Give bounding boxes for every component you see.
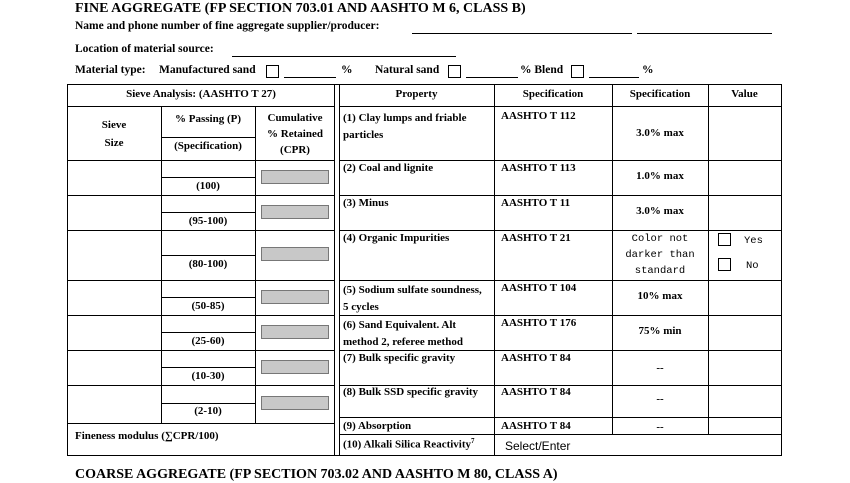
property-row: (9) Absorption: [343, 420, 412, 432]
test-method: AASHTO T 11: [501, 197, 571, 209]
cpr-field[interactable]: [261, 170, 329, 184]
yes-label: Yes: [744, 235, 763, 247]
property-row: (1) Clay lumps and friable particles: [343, 112, 467, 141]
sieve-spec: (2-10): [194, 405, 222, 417]
property-row: (7) Bulk specific gravity: [343, 352, 456, 364]
sieve-spec: (100): [196, 180, 220, 192]
spec-value: --: [656, 362, 664, 374]
sieve-analysis-heading: Sieve Analysis: (AASHTO T 27): [126, 88, 276, 100]
supplier-input[interactable]: [412, 33, 632, 34]
no-label: No: [746, 260, 759, 272]
sieve-spec: (10-30): [191, 370, 225, 382]
sieve-spec: (25-60): [191, 335, 225, 347]
next-section-title: COARSE AGGREGATE (FP SECTION 703.02 AND AASHTO M 80, CLASS A): [75, 467, 558, 482]
cpr-field[interactable]: [261, 396, 329, 410]
test-method: AASHTO T 176: [501, 317, 577, 329]
spec-value: 3.0% max: [636, 205, 684, 217]
alkali-silica-row: (10) Alkali Silica Reactivity$^7$: [343, 437, 475, 451]
test-method: AASHTO T 84: [501, 420, 571, 432]
manufactured-sand-checkbox[interactable]: [266, 65, 279, 78]
property-row: (4) Organic Impurities: [343, 232, 450, 244]
spec-value: 75% min: [638, 325, 682, 337]
page-title: FINE AGGREGATE (FP SECTION 703.01 AND AASHTO M 6, CLASS B): [75, 1, 526, 16]
location-input[interactable]: [232, 56, 456, 57]
natural-sand-checkbox[interactable]: [448, 65, 461, 78]
cpr-field[interactable]: [261, 325, 329, 339]
sieve-spec: (50-85): [191, 300, 225, 312]
material-type-label: Material type:: [75, 64, 146, 76]
test-method: AASHTO T 84: [501, 352, 571, 364]
natural-pct-input[interactable]: [466, 77, 518, 78]
cpr-field[interactable]: [261, 360, 329, 374]
blend-label: % Blend: [520, 64, 564, 76]
organic-spec: Color not darker than standard: [625, 233, 695, 277]
manufactured-pct-input[interactable]: [284, 77, 336, 78]
natural-sand-label: Natural sand: [375, 64, 440, 76]
specification-header-2: Specification: [629, 88, 691, 100]
manufactured-sand-label: Manufactured sand: [159, 64, 256, 76]
property-row: (6) Sand Equivalent. Alt method 2, referee method: [343, 319, 463, 348]
sieve-spec: (95-100): [188, 215, 228, 227]
sieve-spec: (80-100): [188, 258, 228, 270]
pct-symbol-2: %: [642, 64, 654, 76]
property-row: (3) Minus: [343, 197, 389, 209]
spec-value: 1.0% max: [636, 170, 684, 182]
spec-value: --: [656, 393, 664, 405]
spec-value: 10% max: [637, 290, 683, 302]
property-row: (2) Coal and lignite: [343, 162, 434, 174]
specification-header-1: Specification: [522, 88, 584, 100]
cpr-header: Cumulative % Retained (CPR): [267, 112, 323, 156]
cpr-field[interactable]: [261, 247, 329, 261]
cpr-field[interactable]: [261, 290, 329, 304]
supplier-label: Name and phone number of fine aggregate supplier/producer:: [75, 20, 380, 32]
specification-header: (Specification): [174, 140, 242, 152]
test-method: AASHTO T 112: [501, 110, 576, 122]
test-method: AASHTO T 21: [501, 232, 571, 244]
property-row: (5) Sodium sulfate soundness, 5 cycles: [343, 284, 482, 313]
fineness-modulus-label: Fineness modulus (∑CPR/100): [75, 430, 219, 442]
passing-header: % Passing (P): [175, 113, 241, 125]
alkali-select-dropdown[interactable]: Select/Enter: [505, 439, 571, 453]
property-header: Property: [395, 88, 438, 100]
supplier-phone-input[interactable]: [637, 33, 772, 34]
location-label: Location of material source:: [75, 43, 214, 55]
spec-value: 3.0% max: [636, 127, 684, 139]
sieve-size-header: Sieve Size: [101, 119, 127, 149]
cpr-field[interactable]: [261, 205, 329, 219]
value-header: Value: [731, 88, 758, 100]
blend-checkbox[interactable]: [571, 65, 584, 78]
test-method: AASHTO T 104: [501, 282, 577, 294]
test-method: AASHTO T 84: [501, 386, 571, 398]
test-method: AASHTO T 113: [501, 162, 576, 174]
yes-checkbox[interactable]: [718, 233, 731, 246]
blend-pct-input[interactable]: [589, 77, 639, 78]
pct-symbol: %: [341, 64, 353, 76]
no-checkbox[interactable]: [718, 258, 731, 271]
spec-value: --: [656, 421, 664, 433]
property-row: (8) Bulk SSD specific gravity: [343, 386, 479, 398]
